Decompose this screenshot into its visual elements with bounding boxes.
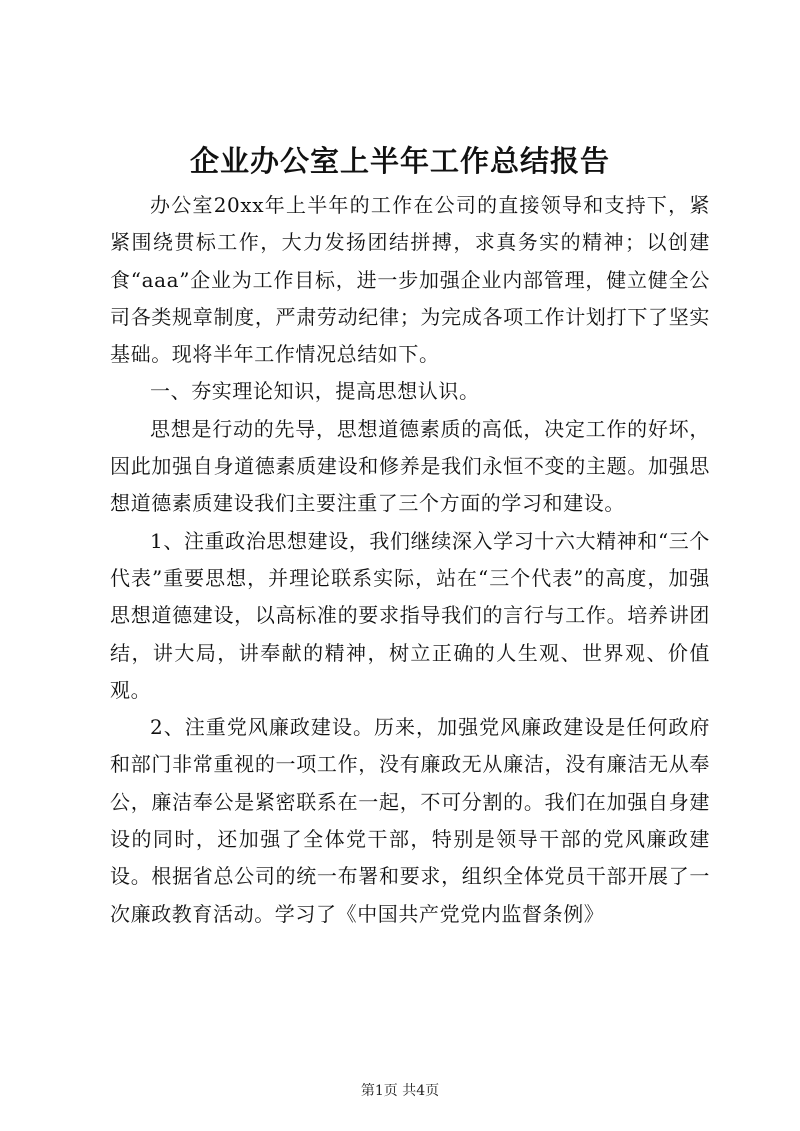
document-title: 企业办公室上半年工作总结报告 — [189, 144, 610, 178]
paragraph-thought: 思想是行动的先导，思想道德素质的高低，决定工作的好坏，因此加强自身道德素质建设和修养是我们永恒不变的主题。加强思想道德素质建设我们主要注重了三个方面的学习和建设。 — [110, 416, 710, 516]
document-body — [110, 187, 710, 933]
paragraph-item-1: 1、注重政治思想建设，我们继续深入学习十六大精神和“三个代表”重要思想，并理论联系实际，站在“三个代表”的高度，加强思想道德建设，以高标准的要求指导我们的言行与工作。培养讲团结，讲大局，讲奉献的精神，树立正确的人生观、世界观、价值观。 — [110, 528, 710, 702]
paragraph-intro: 办公室20xx年上半年的工作在公司的直接领导和支持下，紧紧围绕贯标工作，大力发扬团结拼搏，求真务实的精神；以创建食“aaa”企业为工作目标，进一步加强企业内部管理，健立健全公司各类规章制度，严肃劳动纪律；为完成各项工作计划打下了坚实基础。现将半年工作情况总结如下。 — [110, 193, 710, 367]
section-heading-1: 一、夯实理论知识，提高思想认识。 — [150, 379, 480, 404]
page-footer: 第1页 共4页 — [360, 1083, 440, 1099]
paragraph-item-2: 2、注重党风廉政建设。历来，加强党风廉政建设是任何政府和部门非常重视的一项工作，没有廉政无从廉洁，没有廉洁无从奉公，廉洁奉公是紧密联系在一起，不可分割的。我们在加强自身建设的同时，还加强了全体党干部，特别是领导干部的党风廉政建设。根据省总公司的统一布署和要求，组织全体党员干部开展了一次廉政教育活动。学习了《中国共产党党内监督条例》 — [110, 715, 710, 926]
